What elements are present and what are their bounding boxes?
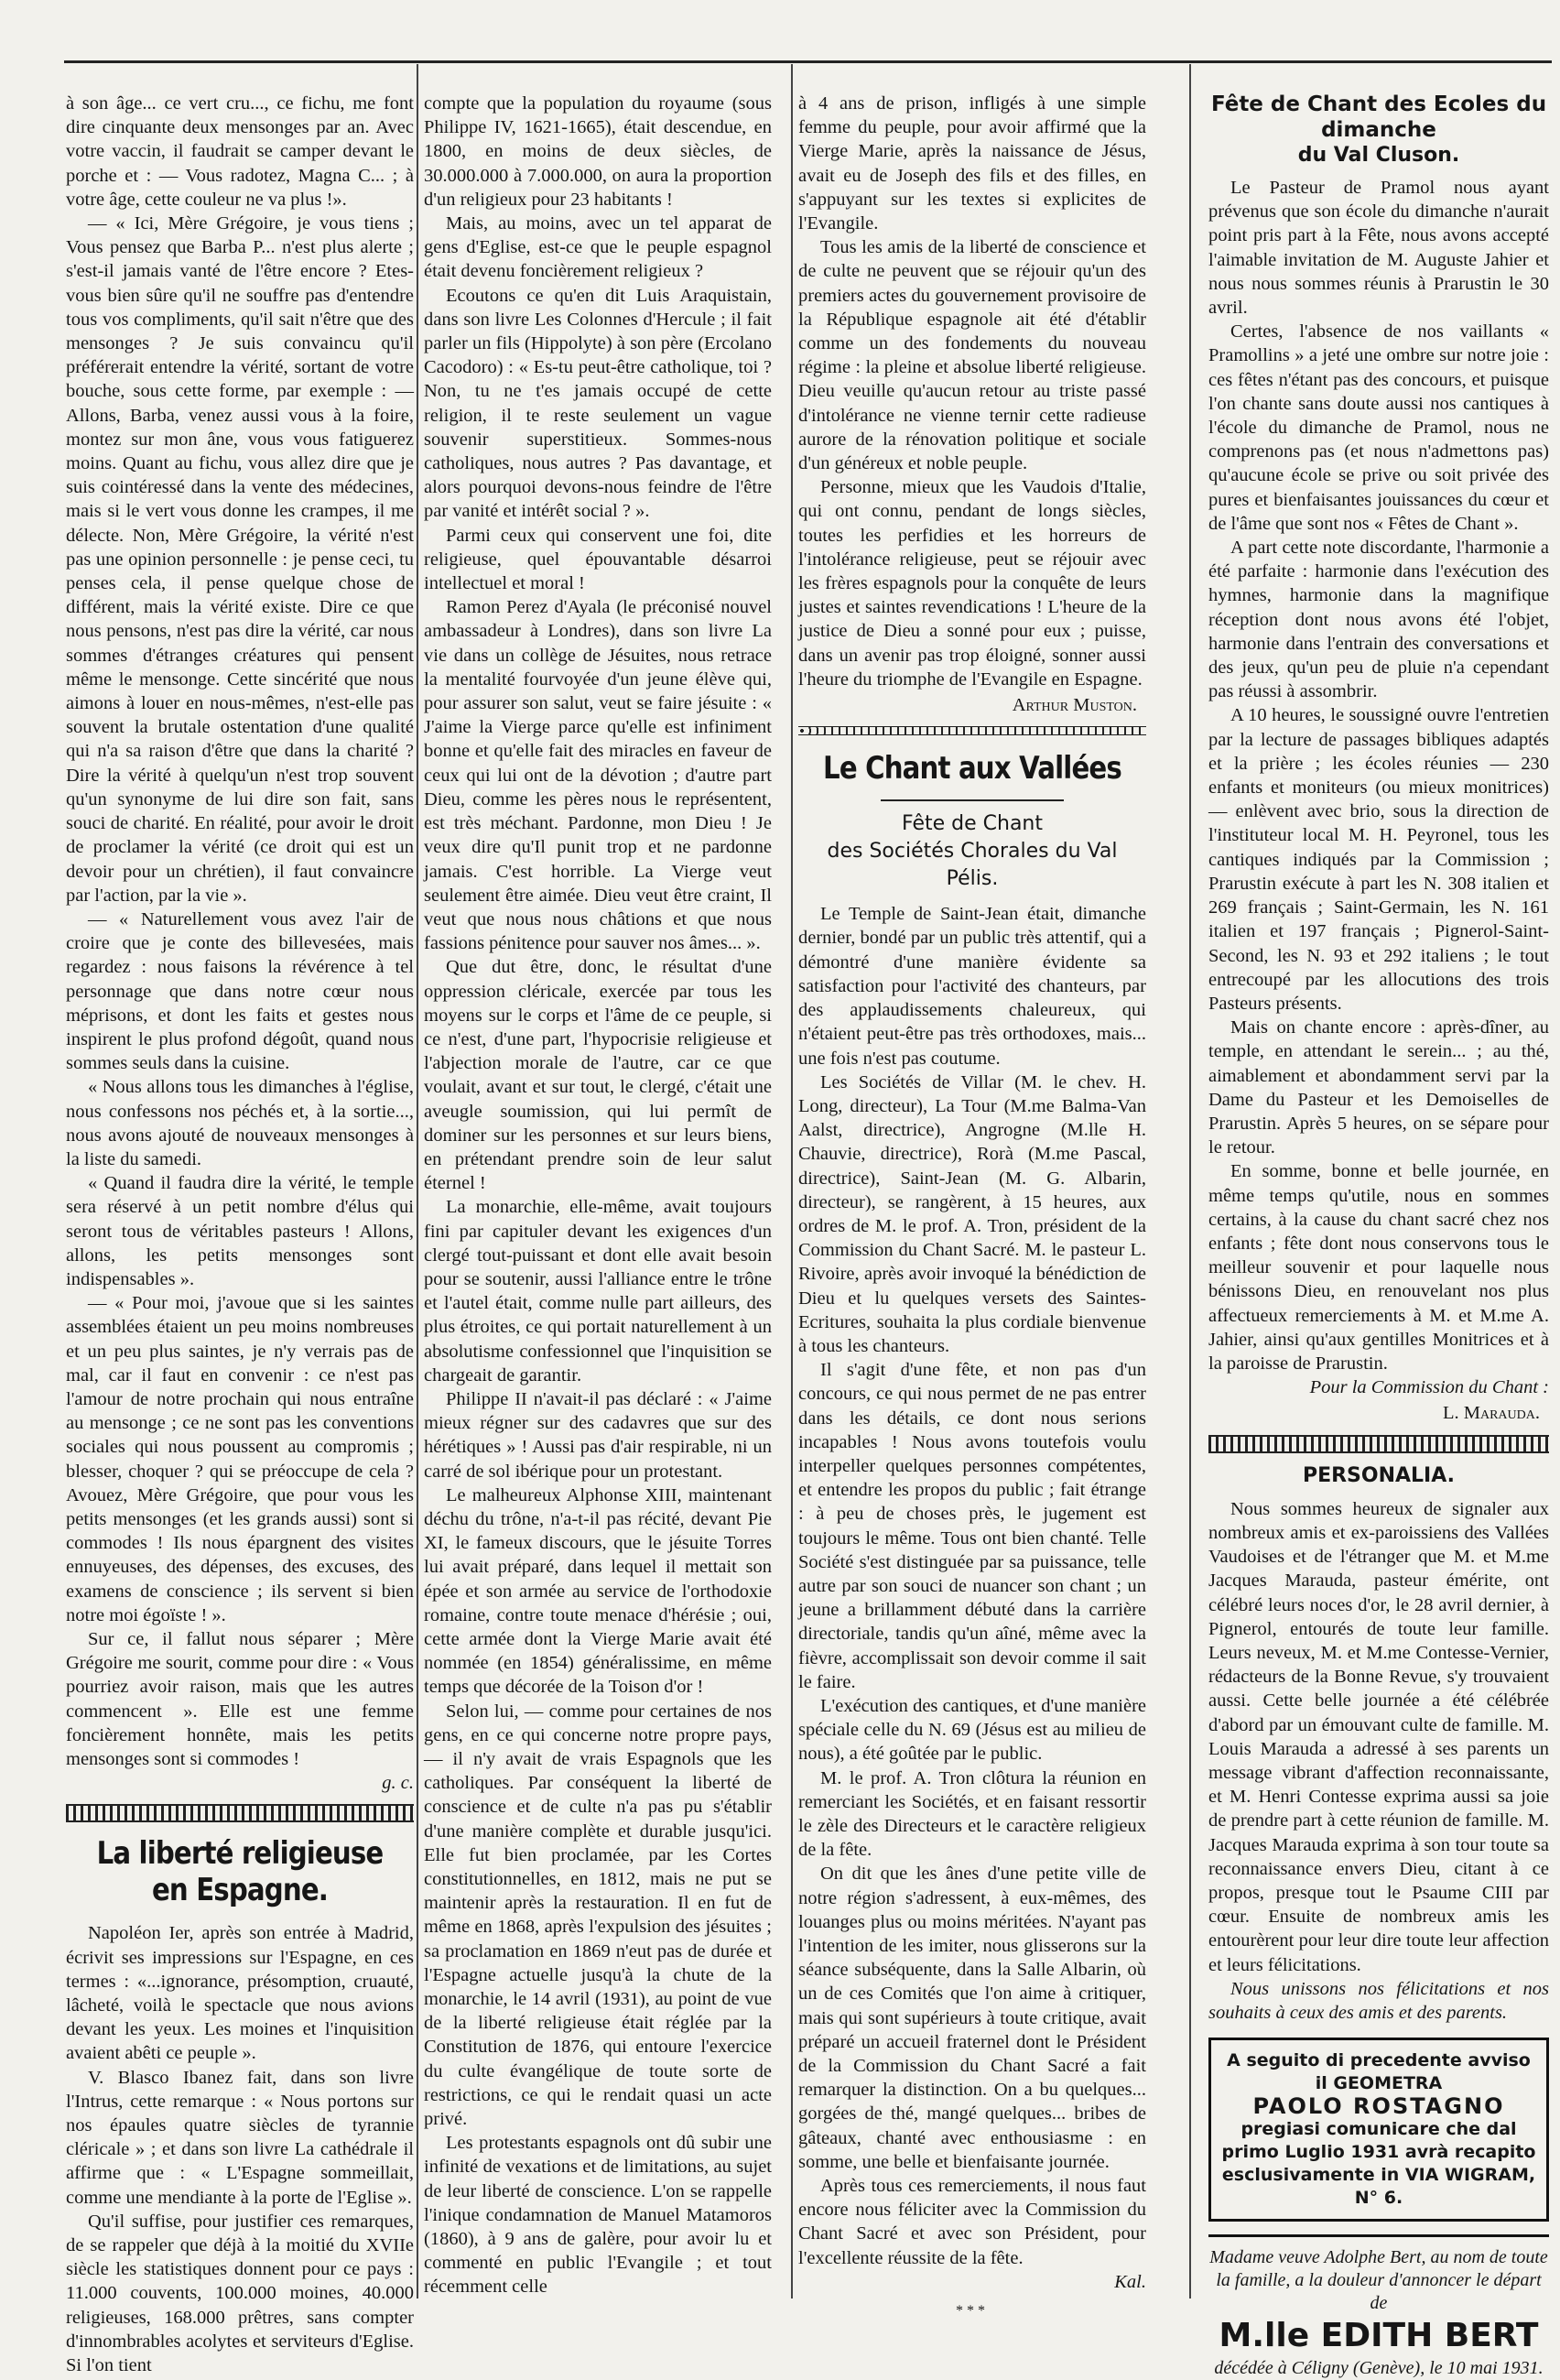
column-3: [798, 92, 1146, 2320]
notice-box: [1208, 2038, 1549, 2222]
paragraph: Le malheureux Alphonse XIII, maintenant déchu du trône, n'a-t-il pas récité, devant Pie XI, le fameux discours, que le jésuite Torres lui avait préparé, dans lequel il mettait son épée et son armée au service de l'orthodoxie romaine, contre toute menace d'hérésie ; oui, cette armée dont la Vierge Marie avait été nommée (en 1854) généralissime, en même temps que décorée de la Toison d'or !: [424, 1484, 772, 1698]
column-rule: [1189, 64, 1191, 2298]
paragraph: Philippe II n'avait-il pas déclaré : « J'aime mieux régner sur des cadavres que sur des hérétiques » ! Aussi pas d'air respirable, ni un carré de sol ibérique pour un protestant.: [424, 1388, 772, 1482]
notice-line: A seguito di precedente avviso: [1227, 2050, 1531, 2071]
section-title: PERSONALIA.: [1302, 1463, 1456, 1487]
article-subtitle: du Val Cluson.: [1297, 144, 1460, 167]
article-title: Fête de Chant: [902, 812, 1043, 836]
paragraph: Le Pasteur de Pramol nous ayant prévenus que son école du dimanche n'aurait point pris part à la Fête, nous avons accepté l'aimable invitation de M. Auguste Jahier et nous nous sommes réunis à Prarustin le 30 avril.: [1208, 178, 1549, 319]
paragraph: Napoléon Ier, après son entrée à Madrid, écrivit ses impressions sur l'Espagne, en ces termes : «...ignorance, présomption, cruauté, lâcheté, voilà le spectacle que nous avions devant les yeux. Les moines et l'inquisition avaient abêti ce peuple ».: [66, 1923, 414, 2064]
paragraph: — « Naturellement vous avez l'air de croire que je conte des billevesées, mais regardez : nous faisons la révérence à tel personnage que dans notre cœur nous méprisons, et dont les faits et gestes nous inspirent le plus profond dégoût, quand nous sommes seuls dans la cuisine.: [66, 908, 414, 1074]
paragraph: « Nous allons tous les dimanches à l'église, nous confessons nos péchés et, à la sortie..., nous avons ajouté de nouveaux mensonges à la liste du samedi.: [66, 1077, 414, 1169]
notice-line: décédée à Céligny (Genève), le 10 mai 1931.: [1214, 2358, 1544, 2379]
paragraph: — « Ici, Mère Grégoire, je vous tiens ; Vous pensez que Barba P... n'est plus alerte ; s'est-il jamais vanté de l'être encore ? Etes-vous bien sûre qu'il ne souffre pas d'entendre tous vos compliments, qu'il sait n'être que des mensonges ? Je suis convaincu qu'il préférerait entendre la vérité, sortant de votre bouche, sous cette forme, par exemple : — Allons, Barba, venez aussi vous à la foire, montez sur mon âne, vous vous fatiguerez moins. Quant au fichu, vous allez dire que je suis cointéressé dans la vente des médecines, mais si le vert vous donne les crampes, il me délecte. Non, Mère Grégoire, la vérité n'est pas une opinion personnelle : je pense ceci, tu penses cela, il pense quelque chose de différent, mais la vérité existe. Dire ce que nous pensons, n'est pas dire la vérité, car nous sommes d'étranges créatures qui pensent même le mensonge. Cette sincérité que nous aimons à louer en nous-mêmes, n'est-elle pas souvent la brutale ostentation d'une qualité qui n'a sa raison d'être que dans la charité ? Dire la vérité à quelqu'un n'est trop souvent qu'un synonyme de lui dire son fait, sans souci de charité. En réalité, pour avoir le droit de proclamer la vérité (ce droit qui est un devoir pour un chrétien), il faut convaincre par l'action, par la vie ».: [66, 213, 414, 906]
column-1: [66, 92, 414, 2376]
paragraph: M. le prof. A. Tron clôtura la réunion en remerciant les Sociétés, et en faisant ressortir le zèle des Directeurs et le caractère religieux de la fête.: [798, 1767, 1146, 1861]
signature-line: Pour la Commission du Chant :: [1309, 1377, 1549, 1398]
paragraph: à son âge... ce vert cru..., ce fichu, me font dire cinquante deux mensonges par an. Avec votre vaccin, il faudrait se camper devant le porche et : — Vous radotez, Magna C... ; à votre âge, cette couleur ne va plus !».: [66, 93, 414, 210]
paragraph: Nous unissons nos félicitations et nos souhaits à ceux des amis et des parents.: [1208, 1978, 1549, 2024]
paragraph: L'exécution des cantiques, et d'une manière spéciale celle du N. 69 (Jésus est au milieu de nous), a été goûtée par le public.: [798, 1695, 1146, 1765]
signature: L. Marauda.: [1442, 1403, 1540, 1424]
paragraph: La monarchie, elle-même, avait toujours fini par capituler devant les exigences d'un clergé tout-puissant et dont elle avait besoin pour se soutenir, aussi l'alliance entre le trône et l'autel était, comme nulle part ailleurs, des plus étroites, ce qui portait naturellement à un absolutisme confessionnel que l'inquisition se chargeait de garantir.: [424, 1197, 772, 1386]
top-rule: [64, 60, 1552, 63]
paragraph: Nous sommes heureux de signaler aux nombreux amis et ex-paroissiens des Vallées Vaudoises et de l'étranger que M. et M.me Jacques Marauda, pasteur émérite, ont célébré leurs noces d'or, le 28 avril dernier, à Pignerol, entourés de toute leur famille. Leurs neveux, M. et M.me Contesse-Vernier, rédacteurs de la Bonne Revue, s'y trouvaient aussi. Cette belle journée a été célébrée d'abord par un émouvant culte de famille. M. Louis Marauda a adressé à ses parents un message vibrant d'affection reconnaissante, et M. Henri Contesse exprima aussi sa joie de prendre part à cette réunion de famille. M. Jacques Marauda exprima à son tour toute sa reconnaissance envers Dieu, citant à ce propos, presque tout le Psaume CIII par cœur. Ensuite de nombreux amis les entourèrent pour leur dire toute leur affection et leurs félicitations.: [1208, 1498, 1549, 1975]
paragraph: à 4 ans de prison, infligés à une simple femme du peuple, pour avoir affirmé que la Vierge Marie, après la naissance de Jésus, avait eu de Joseph des fils et des filles, en s'appuyant sur les textes si explicites de l'Evangile.: [798, 93, 1146, 234]
paragraph: Ecoutons ce qu'en dit Luis Araquistain, dans son livre Les Colonnes d'Hercule ; il fait parler un fils (Hippolyte) à son père (Ercolano Cacodoro) : « Es-tu peut-être catholique, toi ? Non, tu ne t'es jamais occupé de cette religion, il te reste seulement un vague souvenir superstitieux. Sommes-nous catholiques, nous autres ? Pas davantage, et alors pourquoi devons-nous feindre de l'être par vanité et intérêt social ? ».: [424, 285, 772, 522]
article-subtitle: des Sociétés Chorales du Val Pélis.: [827, 840, 1118, 891]
article-title: La liberté religieuse en Espagne.: [96, 1835, 384, 1909]
paragraph: Ramon Perez d'Ayala (le préconisé nouvel ambassadeur à Londres), dans son livre La vie dans un collège de Jésuites, nous retrace la mentalité fourvoyée d'un jeune élève qui, pour assurer son salut, veut se faire jésuite : « J'aime la Vierge parce qu'elle est infiniment bonne et qu'elle fait des miracles en faveur de ceux qui lui ont de la dévotion ; d'autre part Dieu, comme les pères nous le représentent, est très méchant. Pardonne, mon Dieu ! Je veux dire qu'Il punit trop et ne pardonne jamais. C'est horrible. La Vierge veut seulement être aimée. Dieu veut être craint, Il veut que nous nous châtions et que nous fassions pénitence pour sauver nos âmes... ».: [424, 597, 772, 954]
column-rule: [417, 64, 418, 2298]
paragraph: A part cette note discordante, l'harmonie a été parfaite : harmonie dans l'exécution des hymnes, harmonie dans la magnifique réception dont nous avons été l'objet, harmonie dans l'entrain des conversations et des jeux, qu'un peu de pluie n'a cependant pas réussi à assombrir.: [1208, 538, 1549, 702]
title-rule: [881, 799, 1064, 801]
paragraph: Les protestants espagnols ont dû subir une infinité de vexations et de limitations, au sujet de leur liberté de conscience. L'on se rappelle l'inique condamnation de Manuel Matamoros (1860), à 9 ans de galère, pour avoir lu et commenté en public l'Evangile ; et tout récemment celle: [424, 2133, 772, 2298]
ornamental-divider: [1208, 1435, 1549, 1453]
paragraph: Qu'il suffise, pour justifier ces remarques, de se rappeler que déjà à la moitié du XVIIe siècle les statistiques donnent pour ce pays : 11.000 couvents, 100.000 moines, 40.000 religieuses, 168.000 prêtres, sans compter d'innombrables acolytes et serviteurs d'Eglise. Si l'on tient: [66, 2211, 414, 2376]
paragraph: compte que la population du royaume (sous Philippe IV, 1621-1665), était descendue, en 1800, en moins de deux siècles, de 30.000.000 à 7.000.000, on aura la proportion d'un religieux pour 23 habitants !: [424, 93, 772, 210]
paragraph: Sur ce, il fallut nous séparer ; Mère Grégoire me sourit, comme pour dire : « Vous pourriez avoir raison, mais que les autres commencent ». Elle est une femme foncièrement honnête, mais les petits mensonges sont si commodes !: [66, 1629, 414, 1770]
paragraph: A 10 heures, le soussigné ouvre l'entretien par la lecture de passages bibliques adaptés et la prière ; les écoles réunies — 230 enfants et moniteurs (ou mieux monitrices) — enlèvent avec brio, sous la direction de l'instituteur local M. H. Peyronel, tous les cantiques indiqués par la Commission ; Prarustin exécute à part les N. 308 italien et 269 français ; Saint-Germain, les N. 161 italien et 197 français ; Pignerol-Saint-Second, les N. 93 et 292 italiens ; le tout entrecoupé par les allocutions des trois Pasteurs présents.: [1208, 705, 1549, 1014]
column-2: [424, 92, 772, 2298]
ornamental-divider: [66, 1804, 414, 1822]
paragraph: Les Sociétés de Villar (M. le chev. H. Long, directeur), La Tour (M.me Balma-Van Aalst, directrice), Angrogne (M.lle H. Chauvie, directrice), Rorà (M.me Pascal, directrice), Saint-Jean (M. G. Albarin, directeur), se rangèrent, à 15 heures, aux ordres de M. le prof. A. Tron, président de la Commission du Chant Sacré. M. le pasteur L. Rivoire, après avoir invoqué la bénédiction de Dieu et lu quelques versets des Saintes-Ecritures, souhaita la plus cordiale bienvenue à tous les chanteurs.: [798, 1071, 1146, 1356]
paragraph: Mais, au moins, avec un tel apparat de gens d'Eglise, est-ce que le peuple espagnol était devenu foncièrement religieux ?: [424, 213, 772, 282]
paragraph: « Quand il faudra dire la vérité, le temple sera réservé à un petit nombre d'élus qui seront tous de véritables pasteurs ! Allons, allons, les petits mensonges sont indispensables ».: [66, 1173, 414, 1289]
notice-line: il GEOMETRA: [1315, 2073, 1443, 2094]
notice-line: Madame veuve Adolphe Bert, au nom de toute la famille, a la douleur d'annoncer le départ de: [1209, 2247, 1548, 2314]
notice-name: M.lle EDITH BERT: [1219, 2317, 1539, 2355]
paragraph: — « Pour moi, j'avoue que si les saintes assemblées étaient un peu moins nombreuses et un peu plus saintes, je n'y verrais pas de mal, car il faut en convenir : ce n'est pas l'amour de notre prochain qui nous entraîne au mensonge ; ce ne sont pas les conventions sociales qui nous poussent au compromis ; blesser, choquer ? qui se préoccupe de cela ? Avouez, Mère Grégoire, que pour vous les petits mensonges (et les grands aussi) sont si commodes ! Ils nous épargnent des visites ennuyeuses, des dépenses, des excuses, des examens de conscience ; ils servent si bien notre moi égoïste ! ».: [66, 1293, 414, 1625]
paragraph: Certes, l'absence de nos vaillants « Pramollins » a jeté une ombre sur notre joie : ces fêtes n'étant pas des concours, et puisque l'on chante sans doute aussi nos cantiques à l'école du dimanche de Pramol, nous ne comprenons pas (et nous n'admettons pas) qu'aucune école se prive ou soit privée des pures et bienfaisantes jouissances du cœur et de l'âme que sont nos « Fêtes de Chant ».: [1208, 321, 1549, 534]
paragraph: En somme, bonne et belle journée, en même temps qu'utile, nous en sommes certains, à la cause du chant sacré chez nos enfants ; fête dont nous conservons tous le meilleur souvenir et pour laquelle nous bénissons Dieu, en renouvelant nos plus affectueux remerciements à M. et M.me A. Jahier, ainsi qu'aux gentilles Monitrices et à la paroisse de Prarustin.: [1208, 1161, 1549, 1374]
paragraph: Il s'agit d'une fête, et non pas d'un concours, ce qui nous permet de ne pas entrer dans les détails, ce dont nous serions incapables ! Nous avons toutefois voulu interpeller quelques personnes compétentes, et entendre les propos du public ; fait étrange : à peu de choses près, le jugement est toujours le même. Tous ont bien chanté. Telle Société s'est distinguée par sa puissance, telle autre par son souci de nuancer son chant ; un jeune a brillamment débuté dans la carrière directoriale, tandis qu'un aîné, même avec la fièvre, accomplissait son devoir comme il sait le faire.: [798, 1360, 1146, 1692]
paragraph: Personne, mieux que les Vaudois d'Italie, qui ont connu, pendant de longs siècles, toutes les perfidies et les horreurs de l'intolérance religieuse, peut se réjouir avec les frères espagnols pour la conquête de leurs justes et saintes revendications ! L'heure de la justice de Dieu a sonné pour eux ; puisse, dans un avenir pas trop éloigné, sonner aussi l'heure du triomphe de l'Evangile en Espagne.: [798, 477, 1146, 690]
paragraph: Le Temple de Saint-Jean était, dimanche dernier, bondé par un public très attentif, qui a démontré d'une manière évidente sa satisfaction pour l'activité des chanteurs, par des applaudissements chaleureux, qui n'étaient peut-être pas très orthodoxes, mais... une fois n'est pas coutume.: [798, 904, 1146, 1069]
ornamental-divider: [798, 726, 1146, 735]
paragraph: Tous les amis de la liberté de conscience et de culte ne peuvent que se réjouir qu'un des premiers actes du gouvernement provisoire de la République espagnole ait été d'établir comme un des fondements du nouveau régime : la pleine et absolue liberté religieuse. Dieu veuille qu'aucun retour au triste passé d'intolérance ne vienne ternir cette radieuse aurore de la rénovation politique et sociale d'un généreux et noble peuple.: [798, 237, 1146, 474]
paragraph: On dit que les ânes d'une petite ville de notre région s'adressent, à eux-mêmes, des louanges plus ou moins méritées. N'ayant pas l'intention de les imiter, nous glisserons sur la séance subséquente, dans la Salle Albarin, où un de ces Comités que l'on aime à critiquer, mais qui sont supérieurs à toute critique, avait préparé un accueil fraternel dont le Président de la Commission du Chant Sacré a fait remarquer la distinction. On a bu quelques... gorgées de thé, mangé quelques... bribes de gâteaux, chanté avec enthousiasme : en somme, une belle et bienfaisante journée.: [798, 1864, 1146, 2172]
paragraph: V. Blasco Ibanez fait, dans son livre l'Intrus, cette remarque : « Nous portons sur nos épaules quatre siècles de tyrannie cléricale » ; et dans son livre La cathédrale il affirme que : « L'Espagne sommeillait, comme une mendiante à la porte de l'Eglise ».: [66, 2067, 414, 2208]
signature: g. c.: [382, 1773, 414, 1794]
paragraph: Selon lui, — comme pour certaines de nos gens, en ce qui concerne notre propre pays, — il n'y avait de vrais Espagnols que les catholiques. Par conséquent la liberté de conscience et de culte n'a pas pu s'établir d'une manière complète et durable jusqu'ici. Elle fut bien proclamée, par les Cortes constitutionnelles, en 1812, mais ne put se maintenir après la restauration. Il en fut de même en 1868, après l'expulsion des jésuites ; sa proclamation en 1869 n'eut pas de durée et l'Espagne actuelle jusqu'à la chute de la monarchie, le 14 avril (1931), au point de vue de la liberté religieuse était réglée par la Constitution de 1876, qui entoure l'exercice du culte évangélique de toute sorte de restrictions, ce qui le rendait quasi un acte privé.: [424, 1701, 772, 2130]
section-title: Le Chant aux Vallées: [823, 750, 1121, 788]
article-title: Fête de Chant des Ecoles du dimanche: [1210, 92, 1547, 142]
paragraph: Après tous ces remerciements, il nous faut encore nous féliciter avec la Commission du Chant Sacré et avec son Président, pour l'excellente réussite de la fête.: [798, 2176, 1146, 2268]
signature: Arthur Muston.: [1012, 695, 1137, 716]
end-stars: ***: [956, 2303, 989, 2320]
column-rule: [791, 64, 793, 2298]
death-notice: [1208, 2234, 1549, 2380]
paragraph: Parmi ceux qui conservent une foi, dite religieuse, quel épouvantable désarroi intellectuel et moral !: [424, 525, 772, 594]
paragraph: Mais on chante encore : après-dîner, au temple, en attendant le serein... ; au thé, aimablement et abondamment servi par la Dame du Pasteur et les Demoiselles de Prarustin. Après 5 heures, on se sépare pour le retour.: [1208, 1017, 1549, 1158]
paragraph: Que dut être, donc, le résultat d'une oppression cléricale, exercée par tous les moyens sur le corps et l'âme de ce peuple, si ce n'est, d'une part, l'hypocrisie religieuse et l'abjection morale de l'autre, car ce que voulait, avant et sur tout, le clergé, c'était une aveugle soumission, qui lui permît de dominer sur les personnes et sur leurs biens, en prétendant prendre soin de leur salut éternel !: [424, 957, 772, 1194]
notice-name: PAOLO ROSTAGNO: [1252, 2093, 1505, 2120]
signature: Kal.: [1114, 2271, 1146, 2292]
notice-line: pregiasi comunicare che dal primo Luglio 1931 avrà recapito esclusivamente in VIA WIGRAM, N° 6.: [1221, 2119, 1536, 2209]
column-4: [1208, 92, 1549, 2379]
